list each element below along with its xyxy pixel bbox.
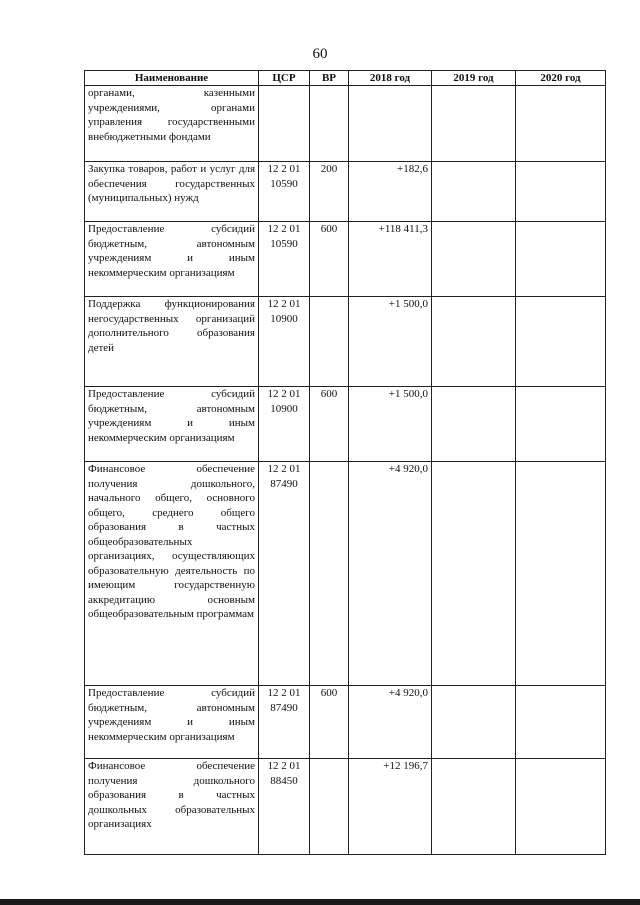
cell-2019 (432, 686, 516, 759)
cell-csr (259, 86, 310, 162)
table-header-row (85, 71, 606, 86)
cell-2020 (516, 759, 606, 855)
cell-vr (310, 759, 349, 855)
cell-csr: 12 2 01 10900 (259, 297, 310, 387)
table-row (85, 222, 606, 297)
table-row (85, 387, 606, 462)
cell-2020 (516, 86, 606, 162)
cell-2019 (432, 462, 516, 686)
table-row (85, 759, 606, 855)
cell-2019 (432, 162, 516, 222)
cell-2020 (516, 387, 606, 462)
header-2019: 2019 год (432, 71, 516, 86)
header-name: Наименование (85, 71, 259, 86)
cell-2020 (516, 686, 606, 759)
header-csr: ЦСР (259, 71, 310, 86)
cell-2018: +4 920,0 (349, 462, 432, 686)
cell-csr: 12 2 01 87490 (259, 686, 310, 759)
table-row (85, 297, 606, 387)
cell-vr: 600 (310, 222, 349, 297)
cell-name: Предоставление субсидий бюджетным, автономным учреждениям и иным некоммерческим организациям (85, 387, 259, 462)
cell-2019 (432, 86, 516, 162)
cell-csr: 12 2 01 10590 (259, 162, 310, 222)
scan-edge (0, 899, 640, 905)
header-2020: 2020 год (516, 71, 606, 86)
cell-name: Финансовое обеспечение получения дошкольного, начального общего, основного общего, среднего общего образования в частных общеобразовательных организациях, осуществляющих образовательную деятельность по имеющим государственную аккредитацию основным общеобразовательным программам (85, 462, 259, 686)
header-vr: ВР (310, 71, 349, 86)
cell-2018 (349, 86, 432, 162)
budget-table (84, 70, 606, 855)
cell-csr: 12 2 01 10590 (259, 222, 310, 297)
cell-vr (310, 86, 349, 162)
cell-vr: 600 (310, 387, 349, 462)
cell-2020 (516, 222, 606, 297)
cell-2018: +182,6 (349, 162, 432, 222)
header-2018: 2018 год (349, 71, 432, 86)
cell-vr (310, 462, 349, 686)
table-row (85, 686, 606, 759)
cell-name: Предоставление субсидий бюджетным, автономным учреждениям и иным некоммерческим организациям (85, 222, 259, 297)
page-number: 60 (312, 46, 328, 62)
cell-name: Закупка товаров, работ и услуг для обеспечения государственных (муниципальных) нужд (85, 162, 259, 222)
table-row (85, 462, 606, 686)
cell-vr (310, 297, 349, 387)
cell-2020 (516, 297, 606, 387)
cell-2019 (432, 297, 516, 387)
cell-csr: 12 2 01 88450 (259, 759, 310, 855)
table-row (85, 162, 606, 222)
cell-2019 (432, 387, 516, 462)
cell-2018: +1 500,0 (349, 387, 432, 462)
table-row (85, 86, 606, 162)
cell-csr: 12 2 01 87490 (259, 462, 310, 686)
cell-2020 (516, 462, 606, 686)
cell-name: Финансовое обеспечение получения дошкольного образования в частных дошкольных образовательных организациях (85, 759, 259, 855)
cell-2018: +12 196,7 (349, 759, 432, 855)
cell-2020 (516, 162, 606, 222)
cell-csr: 12 2 01 10900 (259, 387, 310, 462)
cell-vr: 200 (310, 162, 349, 222)
cell-vr: 600 (310, 686, 349, 759)
cell-name: Предоставление субсидий бюджетным, автономным учреждениям и иным некоммерческим организациям (85, 686, 259, 759)
cell-2018: +1 500,0 (349, 297, 432, 387)
cell-2018: +118 411,3 (349, 222, 432, 297)
cell-2019 (432, 759, 516, 855)
cell-2019 (432, 222, 516, 297)
cell-name: Поддержка функционирования негосударственных организаций дополнительного образования детей (85, 297, 259, 387)
cell-name: органами, казенными учреждениями, органами управления государственными внебюджетными фондами (85, 86, 259, 162)
cell-2018: +4 920,0 (349, 686, 432, 759)
